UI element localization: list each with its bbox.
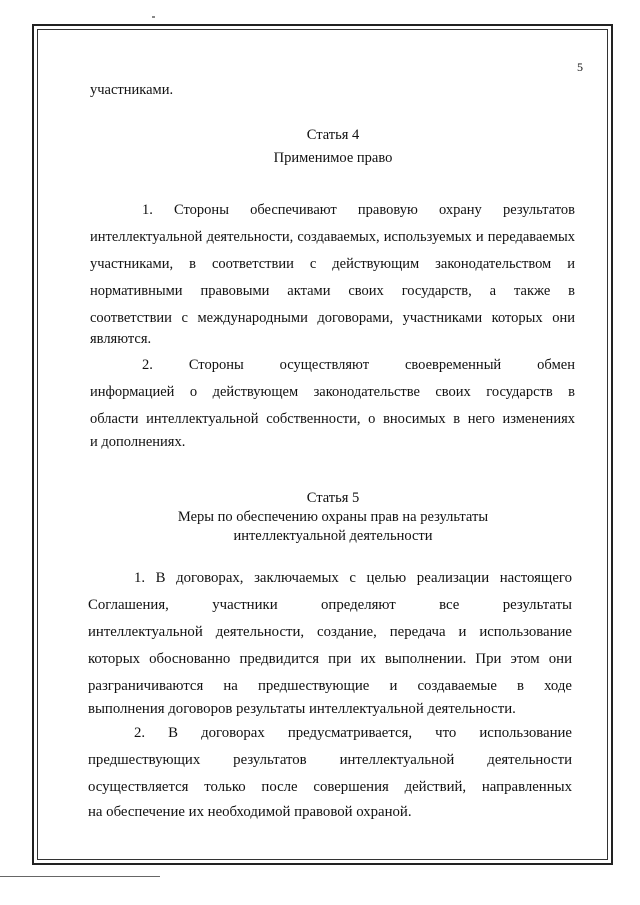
article-5-p1-line: интеллектуальной деятельности, создание, передача и использование — [88, 624, 572, 640]
article-4-subtitle: Применимое право — [273, 150, 393, 166]
article-4-p1-line: нормативными правовыми актами своих государств, а также в — [90, 283, 575, 299]
page-number: 5 — [577, 60, 583, 74]
scan-bottom-line — [0, 876, 160, 877]
article-4-p2-line: и дополнениях. — [90, 434, 186, 450]
article-5-subtitle: Меры по обеспечению охраны прав на результаты — [177, 509, 489, 525]
article-4-p2-line: области интеллектуальной собственности, о вносимых в него изменениях — [90, 411, 575, 427]
article-5-p1-line: 1. В договорах, заключаемых с целью реализации настоящего — [134, 570, 572, 586]
article-5-p1-line: выполнения договоров результаты интеллектуальной деятельности. — [88, 701, 516, 717]
article-5-title: Статья 5 — [306, 490, 360, 506]
intro-text: участниками. — [90, 82, 174, 98]
article-4-title: Статья 4 — [306, 127, 360, 143]
article-5-subtitle: интеллектуальной деятельности — [233, 528, 433, 544]
article-5-p1-line: которых обоснованно предвидится при их выполнении. При этом они — [88, 651, 572, 667]
article-4-p1-line: участниками, в соответствии с действующим законодательством и — [90, 256, 575, 272]
article-4-p1-line: интеллектуальной деятельности, создаваемых, используемых и передаваемых — [90, 229, 575, 245]
article-5-p1-line: Соглашения, участники определяют все результаты — [88, 597, 572, 613]
article-4-p1-line: соответствии с международными договорами, участниками которых они — [90, 310, 575, 326]
article-4-p2-line: информацией о действующем законодательстве своих государств в — [90, 384, 575, 400]
article-4-p1-line: являются. — [90, 331, 152, 347]
article-4-p1-line: 1. Стороны обеспечивают правовую охрану результатов — [142, 202, 575, 218]
article-5-p2-line: 2. В договорах предусматривается, что использование — [134, 725, 572, 741]
article-5-p1-line: разграничиваются на предшествующие и создаваемые в ходе — [88, 678, 572, 694]
article-5-p2-line: на обеспечение их необходимой правовой охраной. — [88, 804, 412, 820]
article-5-p2-line: осуществляется только после совершения действий, направленных — [88, 779, 572, 795]
article-5-p2-line: предшествующих результатов интеллектуальной деятельности — [88, 752, 572, 768]
scan-mark — [152, 16, 155, 18]
article-4-p2-line: 2. Стороны осуществляют своевременный обмен — [142, 357, 575, 373]
